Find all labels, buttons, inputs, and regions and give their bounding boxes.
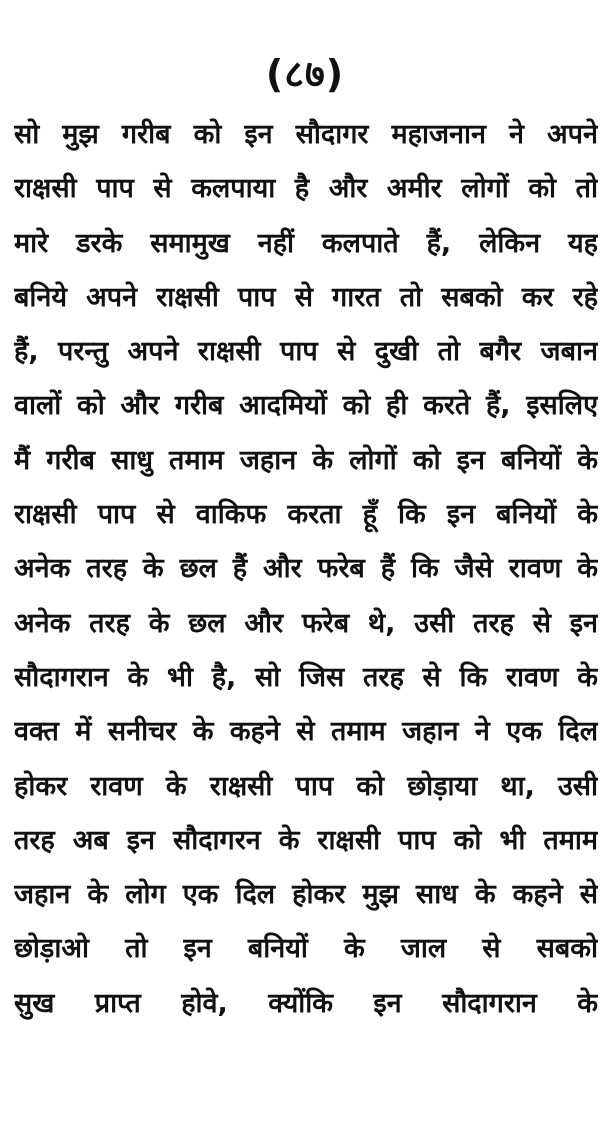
- text-line: मैं गरीब साधु तमाम जहान के लोगों को इन बनियों के: [14, 444, 598, 476]
- text-line: सौदागरान के भी है, सो जिस तरह से कि रावण के: [14, 661, 598, 693]
- text-line: मारे डरके समामुख नहीं कलपाते हैं, लेकिन यह: [14, 227, 598, 259]
- text-line: राक्षसी पाप से कलपाया है और अमीर लोगों को तो: [14, 173, 598, 205]
- text-line: बनिये अपने राक्षसी पाप से गारत तो सबको कर रहे: [14, 281, 598, 313]
- text-line: सो मुझ गरीब को इन सौदागर महाजनान ने अपने: [14, 119, 598, 150]
- body-text: [14, 108, 598, 1031]
- text-line: वालों को और गरीब आदमियों को ही करते हैं, इसलिए: [14, 390, 598, 422]
- page-number: (८७): [265, 52, 345, 96]
- text-line: अनेक तरह के छल और फरेब थे, उसी तरह से इन: [14, 607, 598, 639]
- text-line: अनेक तरह के छल हैं और फरेब हैं कि जैसे रावण के: [14, 553, 598, 585]
- text-line: सुख प्राप्त होवे, क्योंकि इन सौदागरान के: [14, 987, 598, 1019]
- text-line: होकर रावण के राक्षसी पाप को छोड़ाया था, उसी: [14, 770, 598, 802]
- text-line: जहान के लोग एक दिल होकर मुझ साध के कहने से: [14, 879, 598, 911]
- text-line: छोड़ाओ तो इन बनियों के जाल से सबको: [14, 933, 598, 965]
- text-line: राक्षसी पाप से वाकिफ करता हूँ कि इन बनियों के: [14, 499, 598, 531]
- text-line: वक्त में सनीचर के कहने से तमाम जहान ने एक दिल: [14, 716, 598, 748]
- text-line: हैं, परन्तु अपने राक्षसी पाप से दुखी तो बगैर जबान: [14, 336, 598, 368]
- text-line: तरह अब इन सौदागरन के राक्षसी पाप को भी तमाम: [14, 824, 598, 856]
